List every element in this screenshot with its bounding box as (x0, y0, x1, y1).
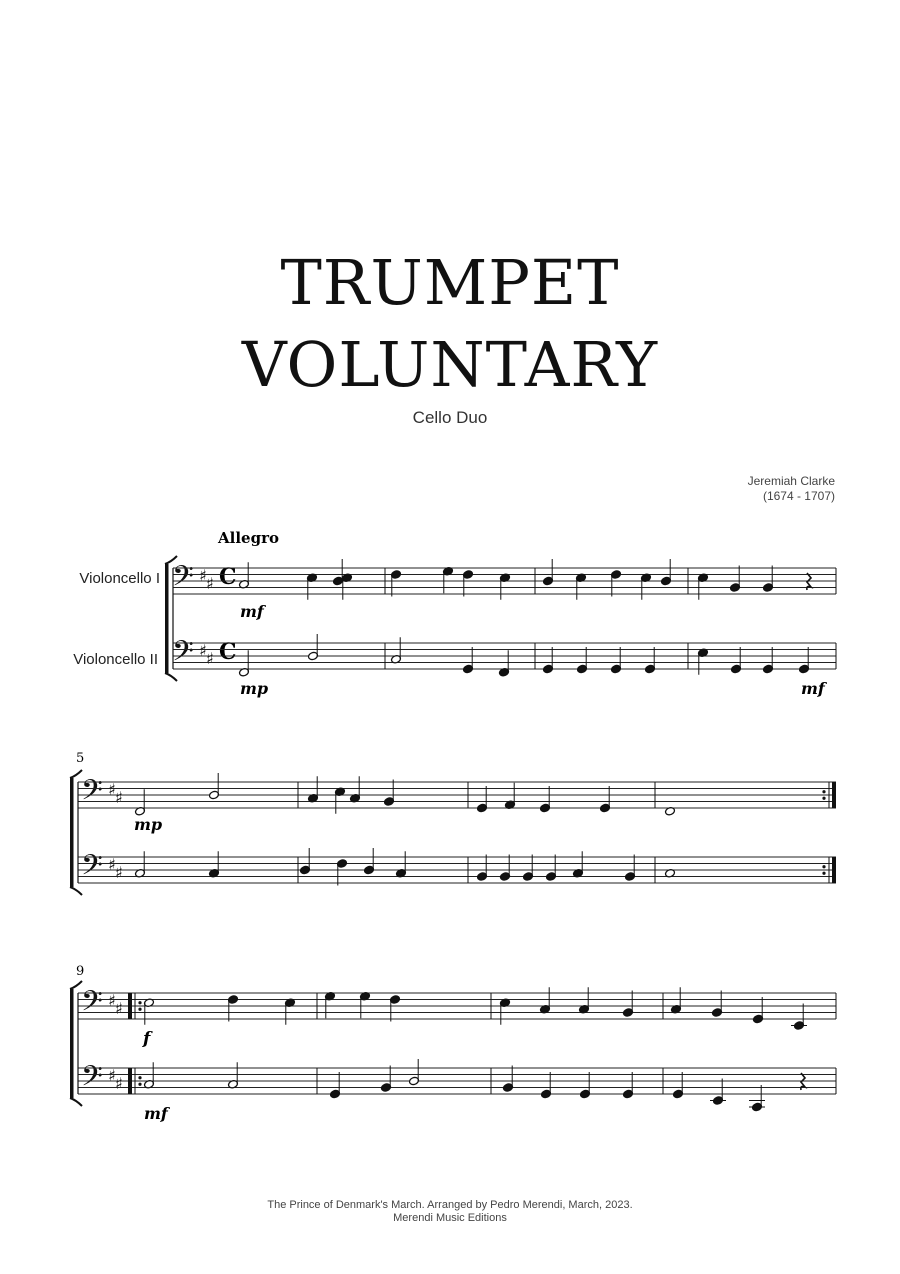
sharp-icon: ♯ (115, 1074, 123, 1093)
title-line-1: TRUMPET (280, 246, 620, 319)
dynamic-mf: mf (801, 679, 825, 698)
system-bracket (70, 989, 74, 1098)
sharp-icon: ♯ (115, 788, 123, 807)
system-bracket (70, 778, 74, 887)
instrument-label-vc2: Violoncello II (73, 651, 158, 668)
title-line-2: VOLUNTARY (241, 328, 659, 401)
repeat-dot (822, 797, 825, 800)
repeat-dot (822, 790, 825, 793)
subtitle: Cello Duo (412, 408, 488, 427)
sharp-icon: ♯ (206, 649, 214, 668)
repeat-dot (138, 1001, 141, 1004)
bass-clef-icon: 𝄢 (81, 985, 103, 1025)
final-barline (832, 857, 836, 883)
dynamic-mf: mf (144, 1104, 168, 1123)
final-barline (832, 782, 836, 808)
sharp-icon: ♯ (115, 863, 123, 882)
repeat-dot (138, 1083, 141, 1086)
footer-credit: The Prince of Denmark's March. Arranged by Pedro Merendi, March, 2023. (267, 1199, 633, 1211)
tempo-marking: Allegro (218, 529, 279, 547)
time-signature-vc2: C (219, 639, 237, 665)
bass-clef-icon: 𝄢 (81, 1060, 103, 1100)
bass-clef-icon: 𝄢 (81, 849, 103, 889)
sharp-icon: ♯ (206, 574, 214, 593)
sharp-icon: ♯ (108, 991, 116, 1010)
repeat-dot (822, 872, 825, 875)
dynamic-f: f (143, 1029, 151, 1049)
sharp-icon: ♯ (199, 641, 207, 660)
instrument-label-vc1: Violoncello I (79, 570, 160, 587)
repeat-dot (822, 865, 825, 868)
dynamic-mp: mp (240, 679, 269, 698)
time-signature-vc1: C (219, 564, 237, 590)
start-repeat-thick (128, 993, 132, 1019)
footer-publisher: Merendi Music Editions (393, 1212, 507, 1224)
start-repeat-thick (128, 1068, 132, 1094)
system-bracket (165, 564, 169, 673)
measure-number-5: 5 (76, 751, 85, 766)
composer-name: Jeremiah Clarke (747, 474, 835, 488)
dynamic-mp: mp (134, 815, 163, 834)
bass-clef-icon: 𝄢 (172, 560, 194, 600)
bass-clef-icon: 𝄢 (172, 635, 194, 675)
sharp-icon: ♯ (108, 1066, 116, 1085)
sharp-icon: ♯ (108, 780, 116, 799)
sharp-icon: ♯ (199, 566, 207, 585)
sharp-icon: ♯ (115, 999, 123, 1018)
bass-clef-icon: 𝄢 (81, 774, 103, 814)
sharp-icon: ♯ (108, 855, 116, 874)
repeat-dot (138, 1008, 141, 1011)
composer-dates: (1674 - 1707) (762, 489, 835, 503)
dynamic-mf: mf (240, 602, 264, 621)
measure-number-9: 9 (76, 964, 85, 979)
repeat-dot (138, 1076, 141, 1079)
